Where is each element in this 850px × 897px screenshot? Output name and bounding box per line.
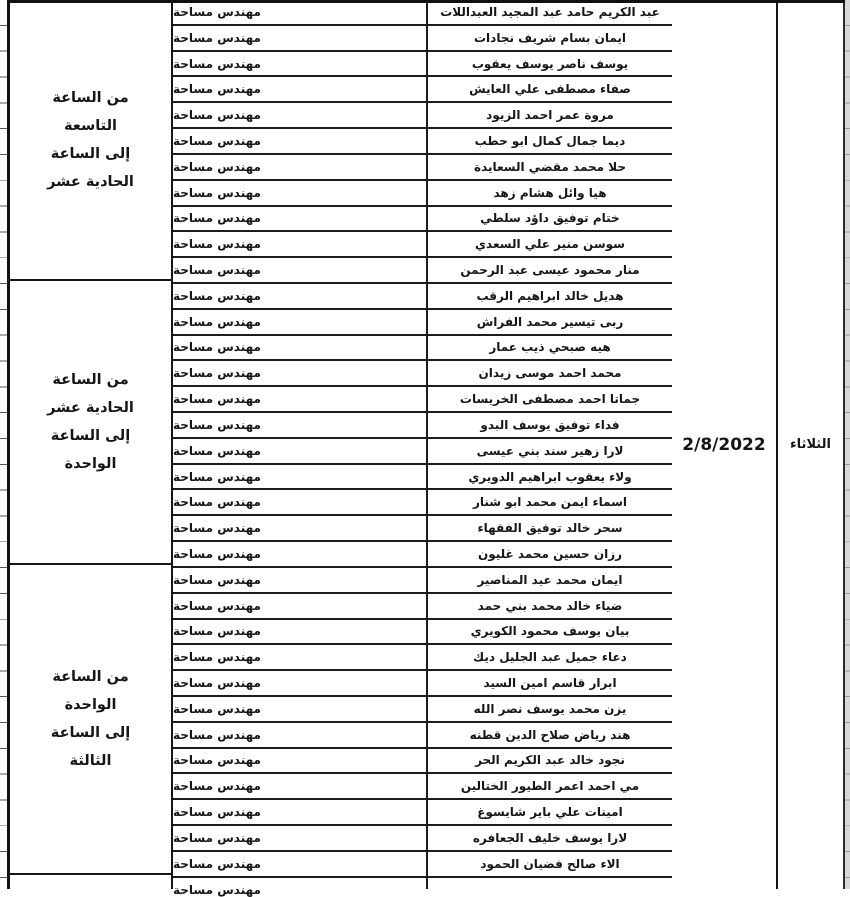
name-cell[interactable] [428, 361, 672, 387]
job-title-cell-text: مهندس مساحة [173, 4, 261, 19]
name-cell[interactable] [428, 232, 672, 258]
job-title-cell[interactable] [173, 387, 428, 413]
job-title-cell[interactable] [173, 826, 428, 852]
time-block-line: الحادية عشر [47, 400, 134, 417]
job-title-cell-text: مهندس مساحة [173, 727, 261, 742]
job-title-cell[interactable] [173, 310, 428, 336]
name-cell-text: الاء صالح فضيان الحمود [480, 856, 620, 871]
name-cell-text: امينات علي باير شايسوغ [477, 805, 623, 820]
job-title-cell[interactable] [173, 465, 428, 491]
job-title-cell-text: مهندس مساحة [173, 56, 261, 71]
job-title-cell-text: مهندس مساحة [173, 701, 261, 716]
name-cell-text: هند رياض صلاح الدين قطنه [469, 727, 631, 742]
job-title-cell[interactable] [173, 594, 428, 620]
job-title-cell-text: مهندس مساحة [173, 211, 261, 226]
job-title-cell[interactable] [173, 645, 428, 671]
job-title-cell-text: مهندس مساحة [173, 856, 261, 871]
job-title-cell[interactable] [173, 361, 428, 387]
time-block-line: الحادية عشر [47, 173, 134, 190]
date-value: 2/8/2022 [682, 434, 766, 455]
name-cell-text: لارا زهير سند بني عيسى [476, 443, 624, 458]
day-value: الثلاثاء [790, 437, 831, 452]
name-cell-text: ابرار قاسم امين السيد [483, 676, 617, 691]
name-cell-text: ختام توفيق داؤد سلطي [480, 211, 620, 226]
job-title-cell-text: مهندس مساحة [173, 237, 261, 252]
name-cell[interactable] [428, 826, 672, 852]
job-title-cell-text: مهندس مساحة [173, 469, 261, 484]
job-title-cell-text: مهندس مساحة [173, 572, 261, 587]
job-title-cell[interactable] [173, 697, 428, 723]
name-cell[interactable] [428, 0, 672, 26]
job-title-cell-text: مهندس مساحة [173, 676, 261, 691]
name-cell-text: صفاء مصطفى علي العايش [469, 82, 631, 97]
job-title-cell-text: مهندس مساحة [173, 82, 261, 97]
name-cell[interactable] [428, 439, 672, 465]
time-block-2[interactable] [10, 281, 171, 565]
name-cell[interactable] [428, 465, 672, 491]
job-title-cell[interactable] [173, 181, 428, 207]
name-cell[interactable] [428, 336, 672, 362]
job-title-cell-text: مهندس مساحة [173, 108, 261, 123]
name-cell-text: عبد الكريم حامد عبد المجيد العبداللات [440, 4, 660, 19]
job-title-cell-text: مهندس مساحة [173, 443, 261, 458]
name-cell-text: مي احمد اعمر الطيور الختالين [460, 779, 640, 794]
name-cell[interactable] [428, 542, 672, 568]
time-block-line: الثالثة [69, 752, 112, 769]
job-title-cell[interactable] [173, 542, 428, 568]
job-title-cell[interactable] [173, 568, 428, 594]
job-title-cell-text: مهندس مساحة [173, 830, 261, 845]
job-title-cell-text: مهندس مساحة [173, 159, 261, 174]
job-title-cell[interactable] [173, 0, 428, 26]
name-cell[interactable] [428, 181, 672, 207]
name-cell-text: هيا وائل هشام زهد [493, 185, 607, 200]
name-cell[interactable] [428, 413, 672, 439]
name-cell-text: دعاء جميل عبد الجليل ديك [473, 650, 627, 665]
job-title-cell[interactable] [173, 800, 428, 826]
name-cell[interactable] [428, 774, 672, 800]
job-title-cell[interactable] [173, 774, 428, 800]
job-title-cell[interactable] [173, 723, 428, 749]
name-cell-text: هديل خالد ابراهيم الرقب [476, 288, 624, 303]
job-title-cell-text: مهندس مساحة [173, 546, 261, 561]
date-cell[interactable] [672, 0, 778, 889]
name-cell[interactable] [428, 697, 672, 723]
time-block-1[interactable] [10, 0, 171, 281]
time-block-line: التاسعة [64, 117, 118, 134]
name-cell[interactable] [428, 671, 672, 697]
job-title-cell-text: مهندس مساحة [173, 30, 261, 45]
name-cell[interactable] [428, 852, 672, 878]
job-title-cell-text: مهندس مساحة [173, 650, 261, 665]
time-block-line: الواحدة [64, 456, 117, 473]
name-cell-text: ربى تيسير محمد الفراش [476, 314, 624, 329]
name-cell[interactable] [428, 387, 672, 413]
name-cell[interactable] [428, 129, 672, 155]
job-title-cell-partial-text: مهندس مساحة [173, 882, 261, 897]
name-cell[interactable] [428, 284, 672, 310]
job-title-cell[interactable] [173, 258, 428, 284]
right-cutoff-column [845, 0, 850, 889]
job-title-cell[interactable] [173, 284, 428, 310]
job-title-cell[interactable] [173, 207, 428, 233]
job-title-cell-text: مهندس مساحة [173, 624, 261, 639]
job-title-cell[interactable] [173, 490, 428, 516]
day-cell[interactable] [778, 0, 845, 889]
name-cell[interactable] [428, 26, 672, 52]
time-block-line: إلى الساعة [50, 724, 131, 741]
job-title-cell-text: مهندس مساحة [173, 417, 261, 432]
name-cell[interactable] [428, 749, 672, 775]
time-block-line: إلى الساعة [50, 145, 131, 162]
name-cell-text: فداء توفيق يوسف البدو [480, 417, 620, 432]
job-title-cell-text: مهندس مساحة [173, 753, 261, 768]
job-title-cell-text: مهندس مساحة [173, 263, 261, 278]
left-cutoff-column [0, 0, 7, 889]
job-title-cell[interactable] [173, 52, 428, 78]
name-cell-partial[interactable] [428, 878, 672, 889]
name-cell[interactable] [428, 594, 672, 620]
rows-grid [173, 0, 672, 897]
job-title-cell-text: مهندس مساحة [173, 133, 261, 148]
name-cell[interactable] [428, 490, 672, 516]
name-cell[interactable] [428, 258, 672, 284]
job-title-cell[interactable] [173, 232, 428, 258]
name-cell-text: سحر خالد توفيق الفقهاء [477, 521, 623, 536]
name-cell[interactable] [428, 155, 672, 181]
job-title-cell[interactable] [173, 26, 428, 52]
job-title-cell-text: مهندس مساحة [173, 805, 261, 820]
job-title-cell-text: مهندس مساحة [173, 340, 261, 355]
job-title-cell-text: مهندس مساحة [173, 779, 261, 794]
time-block-line: من الساعة [52, 372, 129, 389]
name-cell-text: ايمان بسام شريف نجادات [474, 30, 627, 45]
job-title-cell-text: مهندس مساحة [173, 392, 261, 407]
name-cell[interactable] [428, 645, 672, 671]
name-cell[interactable] [428, 52, 672, 78]
name-cell-text: هيه صبحي ذيب عمار [489, 340, 611, 355]
name-cell-text: مروة عمر احمد الزيود [486, 108, 614, 123]
time-block-line: من الساعة [52, 668, 129, 685]
name-cell-text: نجود خالد عبد الكريم الحر [475, 753, 625, 768]
name-cell[interactable] [428, 103, 672, 129]
job-title-cell-text: مهندس مساحة [173, 185, 261, 200]
name-cell-text: يوسف ناصر يوسف يعقوب [471, 56, 629, 71]
name-cell-text: يزن محمد يوسف نصر الله [473, 701, 627, 716]
name-cell[interactable] [428, 800, 672, 826]
job-title-cell[interactable] [173, 413, 428, 439]
name-cell[interactable] [428, 207, 672, 233]
time-block-line: إلى الساعة [50, 428, 131, 445]
name-cell-text: حلا محمد مقضي السعايدة [474, 159, 627, 174]
name-cell[interactable] [428, 310, 672, 336]
name-cell-text: ضياء خالد محمد بني حمد [477, 598, 623, 613]
job-title-cell-text: مهندس مساحة [173, 521, 261, 536]
name-cell[interactable] [428, 723, 672, 749]
name-cell-text: منار محمود عيسى عبد الرحمن [460, 263, 640, 278]
job-title-cell[interactable] [173, 103, 428, 129]
job-title-cell[interactable] [173, 516, 428, 542]
time-period-column [7, 0, 173, 889]
name-cell-text: اسماء ايمن محمد ابو شنار [472, 495, 628, 510]
job-title-cell-text: مهندس مساحة [173, 314, 261, 329]
name-cell-text: لارا يوسف خليف الجعافره [472, 830, 628, 845]
name-cell-text: ايمان محمد عيد المناصير [477, 572, 623, 587]
name-cell[interactable] [428, 568, 672, 594]
job-title-cell[interactable] [173, 749, 428, 775]
time-block-3[interactable] [10, 565, 171, 875]
name-cell-text: بيان يوسف محمود الكويري [470, 624, 630, 639]
name-cell[interactable] [428, 516, 672, 542]
job-title-cell[interactable] [173, 852, 428, 878]
job-title-cell-text: مهندس مساحة [173, 366, 261, 381]
job-title-cell[interactable] [173, 336, 428, 362]
name-cell-text: جماتا احمد مصطفى الخريسات [459, 392, 641, 407]
job-title-cell-text: مهندس مساحة [173, 495, 261, 510]
job-title-cell[interactable] [173, 620, 428, 646]
name-cell-text: ولاء يعقوب ابراهيم الدويري [468, 469, 632, 484]
job-title-cell[interactable] [173, 671, 428, 697]
job-title-cell-text: مهندس مساحة [173, 288, 261, 303]
name-cell-text: محمد احمد موسى زيدان [478, 366, 622, 381]
time-block-line: الواحدة [64, 696, 117, 713]
job-title-cell[interactable] [173, 129, 428, 155]
job-title-cell-text: مهندس مساحة [173, 598, 261, 613]
job-title-cell[interactable] [173, 439, 428, 465]
name-cell-text: ديما جمال كمال ابو حطب [474, 133, 626, 148]
name-cell[interactable] [428, 77, 672, 103]
name-cell-text: رزان حسين محمد غليون [477, 546, 623, 561]
job-title-cell[interactable] [173, 77, 428, 103]
time-block-line: من الساعة [52, 89, 129, 106]
name-cell-text: سوسن منير علي السعدي [475, 237, 625, 252]
job-title-cell[interactable] [173, 155, 428, 181]
table-top-border [7, 0, 845, 3]
name-cell[interactable] [428, 620, 672, 646]
job-title-cell-partial[interactable] [173, 878, 428, 897]
